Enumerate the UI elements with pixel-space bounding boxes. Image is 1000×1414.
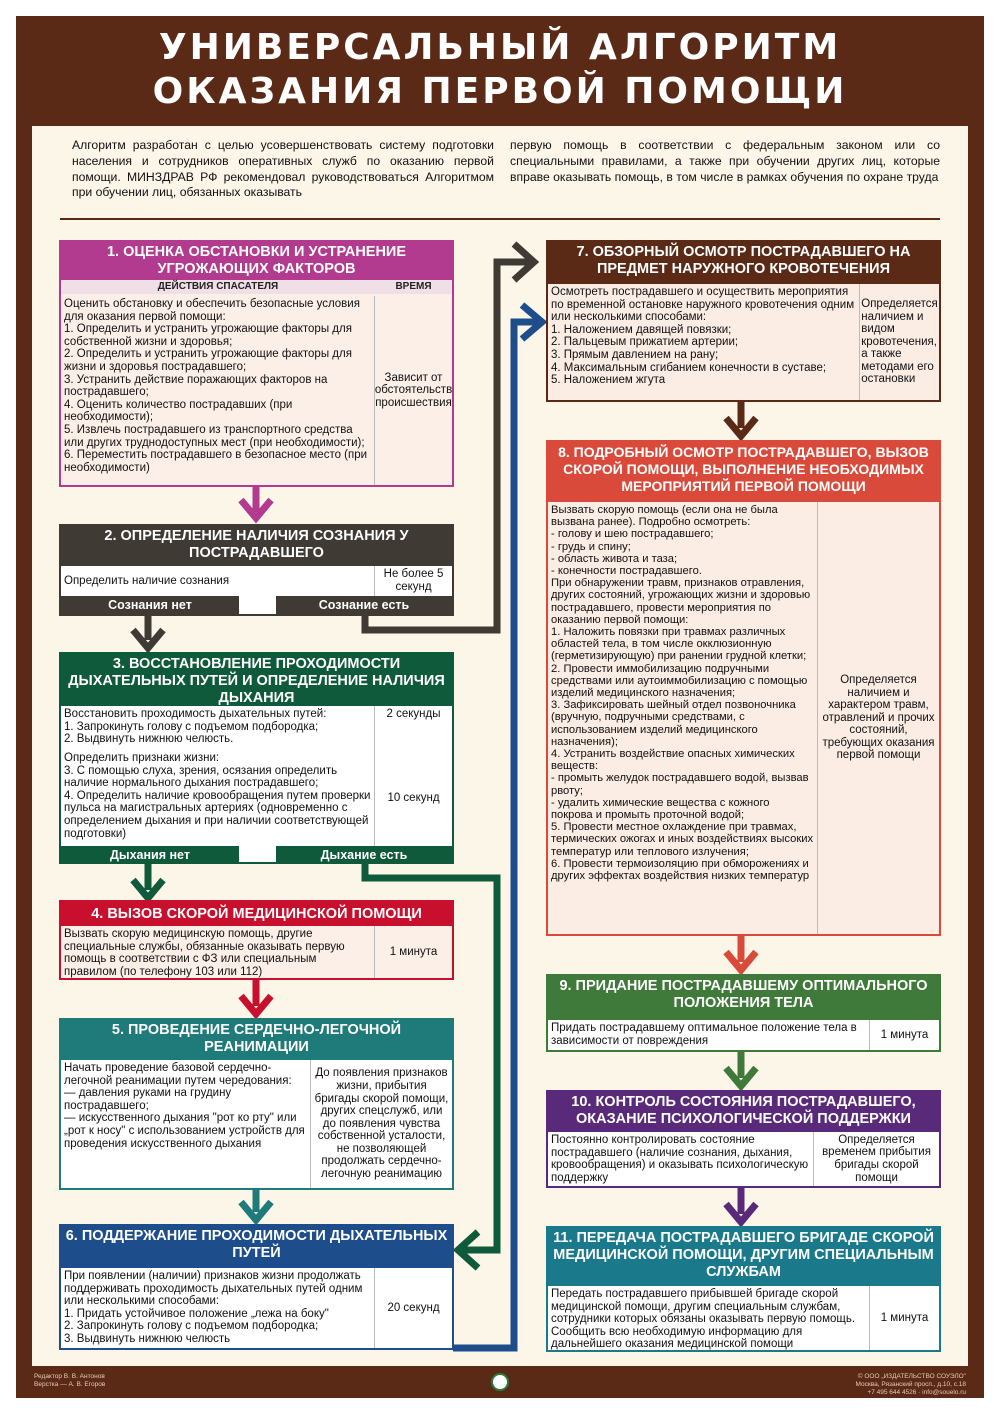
step-5-time: До появления признаков жизни, прибытия бригады скорой помощи, других спецслужб, или до появления чувства собственной усталости, не позволяющей продолжать сердечно-легочную реанимацию <box>314 1067 449 1181</box>
step-6-time: 20 секунд <box>387 1301 440 1314</box>
step-6-title: 6. ПОДДЕРЖАНИЕ ПРОХОДИМОСТИ ДЫХАТЕЛЬНЫХ ПУТЕЙ <box>61 1226 452 1268</box>
step-3-title: 3. ВОССТАНОВЛЕНИЕ ПРОХОДИМОСТИ ДЫХАТЕЛЬНЫХ ПУТЕЙ И ОПРЕДЕЛЕНИЕ НАЛИЧИЯ ДЫХАНИЯ <box>61 654 452 706</box>
step-6-box <box>59 1224 454 1350</box>
step-8-title: 8. ПОДРОБНЫЙ ОСМОТР ПОСТРАДАВШЕГО, ВЫЗОВ СКОРОЙ ПОМОЩИ, ВЫПОЛНЕНИЕ НЕОБХОДИМЫХ МЕРОПРИЯТИЙ ПЕРВОЙ ПОМОЩИ <box>548 442 939 502</box>
step-4-title: 4. ВЫЗОВ СКОРОЙ МЕДИЦИНСКОЙ ПОМОЩИ <box>61 902 452 926</box>
step-2-actions: Определить наличие сознания <box>61 566 375 596</box>
step-7-title: 7. ОБЗОРНЫЙ ОСМОТР ПОСТРАДАВШЕГО НА ПРЕДМЕТ НАРУЖНОГО КРОВОТЕЧЕНИЯ <box>548 242 939 284</box>
step-8-box <box>546 440 941 936</box>
no-breathing-label: Дыхания нет <box>61 846 239 864</box>
step-11-box <box>546 1226 941 1352</box>
intro-left: Алгоритм разработан с целью усовершенствовать систему подготовки населения и сотрудников оперативных служб по оказанию первой помощи. МИНЗДРАВ РФ рекомендовал руководствоваться Алгоритмом при обучении лиц, обязанных оказывать <box>72 138 494 200</box>
step-1-title: 1. ОЦЕНКА ОБСТАНОВКИ И УСТРАНЕНИЕ УГРОЖАЮЩИХ ФАКТОРОВ <box>61 242 452 280</box>
step-4-time: 1 минута <box>389 945 438 958</box>
breathing-present-label: Дыхание есть <box>276 846 452 864</box>
step-9-time: 1 минута <box>880 1028 929 1041</box>
step-8-actions: Вызвать скорую помощь (если она не была вызвана ранее). Подробно осмотреть: - голову и шею пострадавшего; - грудь и спину; - область живота и таза; - конечности пострадавшего. При обнаружении травм, признаков отравления, других состояний, угрожающих жизни и здоровью пострадавшего, провести мероприятия по оказанию первой помощи: 1. Наложить повязки при травмах различных областей тела, в том числе окклюзионную (герметизирующую) при ранении грудной клетки; 2. Провести иммобилизацию подручными средствами или аутоиммобилизацию с помощью изделий медицинского назначения; 3. Зафиксировать шейный отдел позвоночника (вручную, подручными средствами, с использованием изделий медицинского назначения); 4. Устранить воздействие опасных химических веществ: - промыть желудок пострадавшего водой, вызвав рвоту; - удалить химические вещества с кожного покрова и промыть проточной водой; 5. Провести местное охлаждение при травмах, термических ожогах и иных воздействиях высоких температур или теплового излучения; 6. Провести термоизоляцию при обморожениях и других эффектах воздействия низких температур <box>548 502 818 934</box>
footer-publisher: © ООО „ИЗДАТЕЛЬСТВО СОУЭЛО" Москва, Рязанский просп., д.10, с.18 +7 495 644 4526 · info@souelo.ru <box>855 1373 966 1396</box>
step-2-title: 2. ОПРЕДЕЛЕНИЕ НАЛИЧИЯ СОЗНАНИЯ У ПОСТРАДАВШЕГО <box>61 526 452 566</box>
step-11-time: 1 минута <box>880 1311 929 1324</box>
step-3-box <box>59 652 454 864</box>
step-3-time-signs: 10 секунд <box>387 791 440 804</box>
step-5-box <box>59 1018 454 1190</box>
step-10-time: Определяется временем прибытия бригады скорой помощи <box>822 1133 931 1184</box>
step-3-actions-signs: Определить признаки жизни: 3. С помощью слуха, зрения, осязания определить наличие нормального дыхания пострадавшего; 4. Определить наличие кровообращения путем проверки пульса на магистральных артериях (одновременно с определением дыхания и при наличии соответствующей подготовки) <box>61 750 375 846</box>
step-10-actions: Постоянно контролировать состояние пострадавшего (наличие сознания, дыхания, кровообращения) и оказывать психологическую поддержку <box>548 1132 814 1186</box>
step-7-actions: Осмотреть пострадавшего и осуществить мероприятия по временной остановке наружного кровотечения одним или несколькими способами: 1. Наложением давящей повязки; 2. Пальцевым прижатием артерии; 3. Прямым давлением на рану; 4. Максимальным сгибанием конечности в суставе; 5. Наложением жгута <box>548 284 860 400</box>
actions-column-header: ДЕЙСТВИЯ СПАСАТЕЛЯ <box>61 280 375 294</box>
step-1-time: Зависит от обстоятельств происшествия <box>374 371 453 409</box>
step-7-box <box>546 240 941 402</box>
step-1-box <box>59 240 454 487</box>
footer-credits: Редактор В. В. Антонов Верстка — А. В. Егоров <box>34 1373 106 1388</box>
step-11-title: 11. ПЕРЕДАЧА ПОСТРАДАВШЕГО БРИГАДЕ СКОРОЙ МЕДИЦИНСКОЙ ПОМОЩИ, ДРУГИМ СПЕЦИАЛЬНЫМ СЛУЖБАМ <box>548 1228 939 1286</box>
step-1-actions: Оценить обстановку и обеспечить безопасные условия для оказания первой помощи: 1. Определить и устранить угрожающие факторы для собственной жизни и здоровья; 2. Определить и устранить угрожающие факторы для жизни и здоровья пострадавшего; 3. Устранить действие поражающих факторов на пострадавшего; 4. Оценить количество пострадавших (при необходимости); 5. Извлечь пострадавшего из транспортного средства или других труднодоступных мест (при необходимости); 6. Переместить пострадавшего в безопасное место (при необходимости) <box>61 296 375 485</box>
step-5-title: 5. ПРОВЕДЕНИЕ СЕРДЕЧНО-ЛЕГОЧНОЙ РЕАНИМАЦИИ <box>61 1020 452 1060</box>
step-5-actions: Начать проведение базовой сердечно-легочной реанимации путем чередования: — давления руками на грудину пострадавшего; — искусственного дыхания "рот ко рту" или „рот к носу" с использованием устройств для проведения искусственного дыхания <box>61 1060 311 1188</box>
step-9-box <box>546 974 941 1052</box>
step-8-time: Определяется наличием и характером травм, отравлений и прочих состояний, требующих оказания первой помощи <box>822 673 935 762</box>
consciousness-present-label: Сознание есть <box>276 596 452 614</box>
step-2-box <box>59 524 454 616</box>
step-4-actions: Вызвать скорую медицинскую помощь, другие специальные службы, обязанные оказывать первую помощь в соответствии с ФЗ или специальным правилом (по телефону 103 или 112) <box>61 926 375 978</box>
step-10-title: 10. КОНТРОЛЬ СОСТОЯНИЯ ПОСТРАДАВШЕГО, ОКАЗАНИЕ ПСИХОЛОГИЧЕСКОЙ ПОДДЕРЖКИ <box>548 1092 939 1132</box>
step-6-actions: При появлении (наличии) признаков жизни продолжать поддерживать проходимость дыхательных путей одним или несколькими способами: 1. Придать устойчивое положение „лежа на боку" 2. Запрокинуть голову с подъемом подбородка; 3. Выдвинуть нижнюю челюсть <box>61 1268 375 1348</box>
step-10-box <box>546 1090 941 1188</box>
step-7-time: Определяется наличием и видом кровотечения, а также методами его остановки <box>861 297 938 386</box>
step-9-title: 9. ПРИДАНИЕ ПОСТРАДАВШЕМУ ОПТИМАЛЬНОГО ПОЛОЖЕНИЯ ТЕЛА <box>548 976 939 1020</box>
step-9-actions: Придать пострадавшему оптимальное положение тела в зависимости от повреждения <box>548 1020 870 1050</box>
step-11-actions: Передать пострадавшего прибывшей бригаде скорой медицинской помощи, другим специальным службам, сотрудники которых обязаны оказывать первую помощь. Сообщить всю необходимую информацию для дальнейшего оказания медицинской помощи <box>548 1286 870 1350</box>
no-consciousness-label: Сознания нет <box>61 596 239 614</box>
page-title: УНИВЕРСАЛЬНЫЙ АЛГОРИТМ ОКАЗАНИЯ ПЕРВОЙ ПОМОЩИ <box>152 27 848 112</box>
publisher-logo-icon <box>491 1373 509 1391</box>
step-4-box <box>59 900 454 980</box>
time-column-header: ВРЕМЯ <box>375 280 452 294</box>
step-2-time: Не более 5 секунд <box>383 568 444 593</box>
step-3-actions-airway: Восстановить проходимость дыхательных путей: 1. Запрокинуть голову с подъемом подбородка; 2. Выдвинуть нижнюю челюсть. <box>61 706 375 750</box>
intro-right: первую помощь в соответствии с федеральным законом или со специальными правилами, а также при обучении других лиц, которые вправе оказывать помощь, в том числе в рамках обучения по охране труда <box>510 138 940 184</box>
step-3-time-airway: 2 секунды <box>386 708 441 720</box>
